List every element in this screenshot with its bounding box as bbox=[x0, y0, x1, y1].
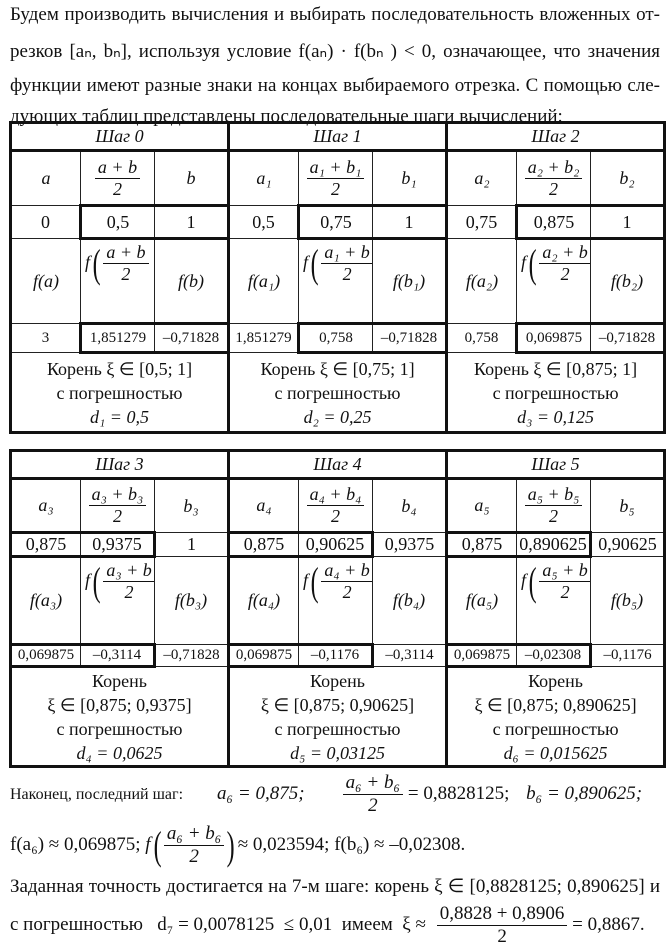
values-row bbox=[11, 206, 665, 239]
fa-label: f(a₂) bbox=[447, 239, 517, 324]
root-line: d₆ = 0,015625 bbox=[503, 742, 608, 763]
fmid-label: f( $\frac{\text{a₁ + b}}{2}$ bbox=[299, 239, 373, 324]
result-line bbox=[10, 903, 660, 946]
fraction-denominator: 2 bbox=[113, 178, 122, 199]
root-line: с погрешностью bbox=[492, 382, 619, 403]
midpoint-value: 0,9375 bbox=[81, 533, 155, 557]
a-value: 0,875 bbox=[11, 533, 81, 557]
step-title: Шаг 2 bbox=[447, 123, 665, 151]
function-row bbox=[11, 557, 665, 645]
fb-value: –0,71828 bbox=[373, 324, 447, 353]
root-line: Корень bbox=[310, 670, 365, 691]
f-symbol: f bbox=[303, 251, 309, 272]
fa-label: f(a₃) bbox=[11, 557, 81, 645]
fraction-numerator: a₆ + b₆ bbox=[164, 823, 225, 846]
root-line: d₄ = 0,0625 bbox=[76, 742, 163, 763]
root-line: ξ ∈ [0,875; 0,90625] bbox=[260, 694, 415, 715]
midpoint-fraction bbox=[525, 484, 583, 527]
fraction-numerator: a + b bbox=[95, 157, 140, 179]
root-line: d₂ = 0,25 bbox=[303, 406, 372, 427]
b-label: b₁ bbox=[373, 151, 447, 206]
fraction-denominator: 2 bbox=[342, 582, 352, 602]
conclusion-line: Заданная точность достигается на 7-м шаге: корень ξ ∈ [0,8828125; 0,890625] и bbox=[10, 876, 660, 897]
fmid-label: f( $\frac{a + b}{2}$ bbox=[81, 239, 155, 324]
b-label: b₂ bbox=[591, 151, 665, 206]
fmid-value: –0,3114 bbox=[81, 645, 155, 667]
step-title: Шаг 0 bbox=[11, 123, 229, 151]
fraction-numerator: a₆ + b₆ bbox=[343, 772, 404, 795]
fmid-value: –0,1176 bbox=[299, 645, 373, 667]
a-value: 0,875 bbox=[229, 533, 299, 557]
a-label: a₄ bbox=[229, 479, 299, 533]
fmid-value: ≈ 0,023594; bbox=[237, 833, 330, 855]
fraction-denominator: 2 bbox=[112, 506, 122, 526]
b-label: b₄ bbox=[373, 479, 447, 533]
root-interval-cell bbox=[11, 667, 229, 767]
fraction-numerator: a₃ + b₃ bbox=[89, 484, 147, 506]
fb-value: –0,71828 bbox=[155, 324, 229, 353]
a-label: a₁ bbox=[229, 151, 299, 206]
fmid-fraction bbox=[321, 560, 372, 603]
fb-label: f(b₄) bbox=[373, 557, 447, 645]
fb6-value: f(b₆) ≈ –0,02308. bbox=[334, 833, 466, 855]
root-interval-cell bbox=[229, 667, 447, 767]
fraction-numerator: a₁ + b bbox=[321, 242, 372, 264]
fraction-numerator: a₅ + b bbox=[539, 560, 590, 582]
fb-value: –0,71828 bbox=[591, 324, 665, 353]
fraction-denominator: 2 bbox=[549, 178, 559, 199]
steps-table-3-5 bbox=[9, 449, 666, 768]
root-row bbox=[11, 667, 665, 767]
fraction-denominator: 2 bbox=[331, 506, 340, 526]
a-label: a bbox=[11, 151, 81, 206]
fraction-denominator: 2 bbox=[342, 264, 352, 284]
fmid-value: –0,02308 bbox=[517, 645, 591, 667]
fmid-fraction bbox=[103, 242, 148, 285]
steps-table-0-2 bbox=[9, 121, 666, 434]
b6-value: b₆ = 0,890625; bbox=[526, 782, 643, 804]
root-line: с погрешностью bbox=[56, 718, 183, 739]
fraction-numerator: a₁ + b₁ bbox=[307, 157, 365, 179]
root-line: Корень ξ ∈ [0,5; 1] bbox=[46, 358, 193, 379]
function-values-line: f(a₆) ≈ 0,069875; f( $\frac{\text{a₆ + b₆}}{2}$ ) ≈ 0,023594; f(b₆) ≈ –0,02308. bbox=[10, 823, 466, 868]
b-value: 1 bbox=[155, 206, 229, 239]
fa-value: 1,851279 bbox=[229, 324, 299, 353]
root-interval-cell bbox=[229, 353, 447, 433]
fraction-denominator: 2 bbox=[331, 178, 340, 199]
midpoint-label bbox=[81, 479, 155, 533]
root-line: с погрешностью bbox=[274, 382, 401, 403]
step-title: Шаг 4 bbox=[229, 451, 447, 479]
midpoint-label bbox=[81, 151, 155, 206]
result-value: = 0,8867. bbox=[572, 913, 645, 935]
fraction-denominator: 2 bbox=[368, 795, 378, 816]
midpoint-value: 0,875 bbox=[517, 206, 591, 239]
step-title: Шаг 1 bbox=[229, 123, 447, 151]
root-line: ξ ∈ [0,875; 0,9375] bbox=[47, 694, 192, 715]
a-value: 0 bbox=[11, 206, 81, 239]
fmid-value: 0,069875 bbox=[517, 324, 591, 353]
variable-row bbox=[11, 479, 665, 533]
fraction-numerator: a₄ + b₄ bbox=[307, 484, 365, 506]
b-label: b₃ bbox=[155, 479, 229, 533]
fa-label: f(a) bbox=[11, 239, 81, 324]
root-interval-cell bbox=[447, 667, 665, 767]
root-line: d₁ = 0,5 bbox=[90, 406, 149, 427]
final-step-line bbox=[10, 772, 660, 817]
fraction-numerator: a₄ + b bbox=[321, 560, 372, 582]
b-label: b₅ bbox=[591, 479, 665, 533]
midpoint-label bbox=[517, 479, 591, 533]
midpoint-label bbox=[299, 151, 373, 206]
final-label: Наконец, последний шаг: bbox=[10, 785, 184, 803]
fraction-numerator: 0,8828 + 0,8906 bbox=[437, 903, 568, 926]
fa-label: f(a₁) bbox=[229, 239, 299, 324]
fraction-denominator: 2 bbox=[124, 582, 134, 602]
midpoint-formula bbox=[343, 772, 515, 816]
root-interval-cell bbox=[447, 353, 665, 433]
root-line: Корень ξ ∈ [0,875; 1] bbox=[473, 358, 638, 379]
midpoint-value: 0,75 bbox=[299, 206, 373, 239]
variable-row bbox=[11, 151, 665, 206]
root-line: с погрешностью bbox=[274, 718, 401, 739]
b-value: 1 bbox=[591, 206, 665, 239]
fmid-value: 0,758 bbox=[299, 324, 373, 353]
fa-label: f(a₅) bbox=[447, 557, 517, 645]
values-row bbox=[11, 533, 665, 557]
a-label: a₅ bbox=[447, 479, 517, 533]
a-value: 0,5 bbox=[229, 206, 299, 239]
f-symbol: f bbox=[85, 569, 91, 590]
midpoint-fraction bbox=[307, 157, 365, 200]
fraction-denominator: 2 bbox=[549, 506, 559, 526]
fa-value: 3 bbox=[11, 324, 81, 353]
a-label: a₃ bbox=[11, 479, 81, 533]
root-line: d₃ = 0,125 bbox=[517, 406, 594, 427]
b-value: 0,90625 bbox=[591, 533, 665, 557]
fraction-numerator: a + b bbox=[103, 242, 148, 264]
fb-label: f(b₅) bbox=[591, 557, 665, 645]
fraction-numerator: a₂ + b bbox=[539, 242, 590, 264]
intro-line: Будем производить вычисления и выбирать последовательность вложенных от- bbox=[10, 4, 660, 25]
function-row bbox=[11, 239, 665, 324]
fraction-denominator: 2 bbox=[121, 264, 131, 284]
fb-label: f(b) bbox=[155, 239, 229, 324]
fa-value: 0,069875 bbox=[11, 645, 81, 667]
fmid-label: f( $\frac{\text{a₅ + b}}{2}$ bbox=[517, 557, 591, 645]
a-label: a₂ bbox=[447, 151, 517, 206]
root-line: Корень bbox=[92, 670, 147, 691]
fmid-fraction bbox=[321, 242, 372, 285]
fraction-numerator: a₃ + b bbox=[103, 560, 154, 582]
step-title: Шаг 5 bbox=[447, 451, 665, 479]
a6-value: a₆ = 0,875; bbox=[217, 782, 305, 804]
a-value: 0,875 bbox=[447, 533, 517, 557]
fraction-denominator: 2 bbox=[497, 926, 507, 946]
fraction-numerator: a₅ + b₅ bbox=[525, 484, 583, 506]
b-value: 1 bbox=[373, 206, 447, 239]
step-title: Шаг 3 bbox=[11, 451, 229, 479]
fraction-denominator: 2 bbox=[560, 264, 570, 284]
fb-value: –0,1176 bbox=[591, 645, 665, 667]
b-value: 1 bbox=[155, 533, 229, 557]
midpoint-value: = 0,8828125; bbox=[407, 782, 510, 804]
f-symbol: f bbox=[521, 569, 527, 590]
fb-value: –0,3114 bbox=[373, 645, 447, 667]
f-symbol: f bbox=[145, 833, 151, 855]
fmid-label: f( $\frac{\text{a₂ + b}}{2}$ bbox=[517, 239, 591, 324]
f-symbol: f bbox=[85, 251, 91, 272]
fmid-fraction bbox=[539, 560, 590, 603]
midpoint-value: 0,5 bbox=[81, 206, 155, 239]
fa-value: 0,069875 bbox=[229, 645, 299, 667]
fmid-label: f( $\frac{\text{a₄ + b}}{2}$ bbox=[299, 557, 373, 645]
midpoint-value: 0,90625 bbox=[299, 533, 373, 557]
root-row bbox=[11, 353, 665, 433]
intro-line: дующих таблиц представлены последовательные шаги вычислений: bbox=[10, 106, 563, 127]
midpoint-label bbox=[299, 479, 373, 533]
step-header-row bbox=[11, 451, 665, 479]
midpoint-fraction bbox=[307, 484, 365, 527]
a-value: 0,75 bbox=[447, 206, 517, 239]
b-label: b bbox=[155, 151, 229, 206]
b-value: 0,9375 bbox=[373, 533, 447, 557]
fb-label: f(b₂) bbox=[591, 239, 665, 324]
midpoint-value: 0,890625 bbox=[517, 533, 591, 557]
root-interval-cell bbox=[11, 353, 229, 433]
fmid-label: f( $\frac{\text{a₃ + b}}{2}$ bbox=[81, 557, 155, 645]
root-line: с погрешностью bbox=[492, 718, 619, 739]
fa6-value: f(a₆) ≈ 0,069875; bbox=[10, 833, 141, 855]
root-line: с погрешностью bbox=[56, 382, 183, 403]
f-symbol: f bbox=[303, 569, 309, 590]
fmid-fraction bbox=[103, 560, 154, 603]
fb-label: f(b₁) bbox=[373, 239, 447, 324]
result-prefix: с погрешностью d₇ = 0,0078125 ≤ 0,01 имеем ξ ≈ bbox=[10, 913, 426, 935]
fa-value: 0,069875 bbox=[447, 645, 517, 667]
fraction-denominator: 2 bbox=[560, 582, 570, 602]
fraction-numerator: a₂ + b₂ bbox=[525, 157, 583, 179]
function-values-row bbox=[11, 645, 665, 667]
root-line: Корень ξ ∈ [0,75; 1] bbox=[260, 358, 415, 379]
root-line: ξ ∈ [0,875; 0,890625] bbox=[474, 694, 637, 715]
fb-value: –0,71828 bbox=[155, 645, 229, 667]
midpoint-fraction bbox=[89, 484, 147, 527]
step-header-row bbox=[11, 123, 665, 151]
fb-label: f(b₃) bbox=[155, 557, 229, 645]
function-values-row bbox=[11, 324, 665, 353]
fa-value: 0,758 bbox=[447, 324, 517, 353]
intro-line: функции имеют разные знаки на концах выбираемого отрезка. С помощью сле- bbox=[10, 75, 660, 96]
midpoint-label bbox=[517, 151, 591, 206]
root-line: d₅ = 0,03125 bbox=[290, 742, 385, 763]
fa-label: f(a₄) bbox=[229, 557, 299, 645]
f-symbol: f bbox=[521, 251, 527, 272]
midpoint-fraction bbox=[525, 157, 583, 200]
midpoint-fraction bbox=[95, 157, 140, 200]
fmid-value: 1,851279 bbox=[81, 324, 155, 353]
fmid-fraction bbox=[539, 242, 590, 285]
intro-line: резков [aₙ, bₙ], используя условие f(aₙ) · f(bₙ ) < 0, означающее, что значения bbox=[10, 41, 660, 62]
fraction-denominator: 2 bbox=[189, 846, 199, 867]
root-line: Корень bbox=[528, 670, 584, 691]
